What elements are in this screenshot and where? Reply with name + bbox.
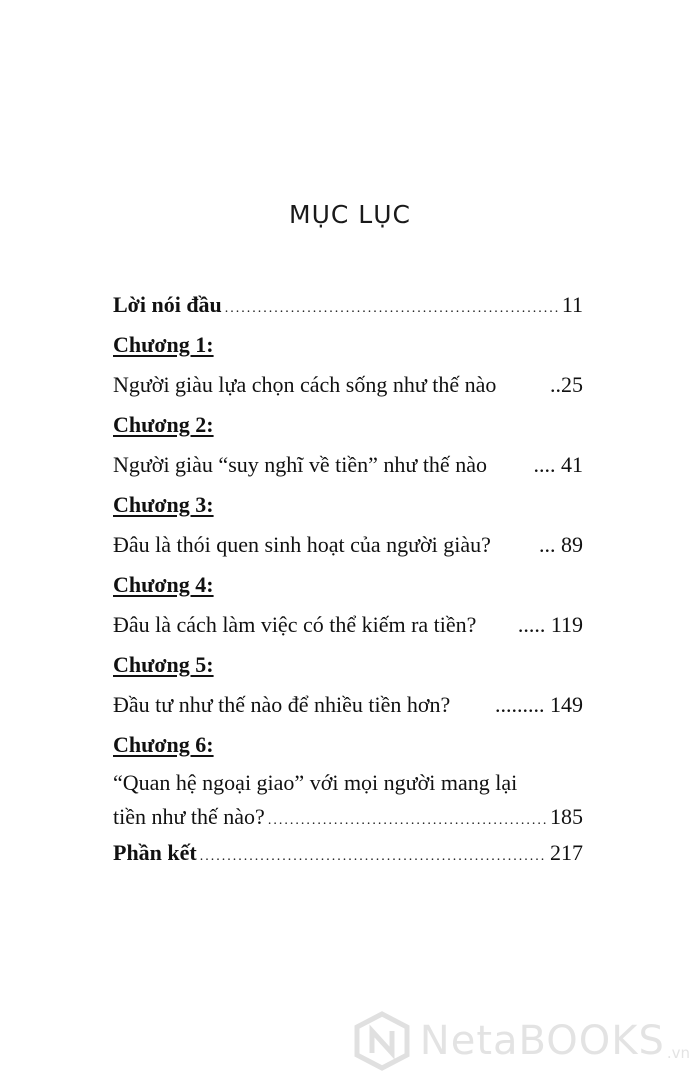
chapter-heading: Chương 1:: [113, 332, 214, 357]
chapter-heading: Chương 2:: [113, 412, 214, 437]
chapter-1-heading: [113, 330, 583, 360]
toc-page-number: .... 41: [533, 452, 583, 477]
dot-leader: [200, 842, 547, 872]
chapter-4-heading: [113, 570, 583, 600]
dot-leader: [268, 806, 547, 836]
chapter-5-heading: [113, 650, 583, 680]
toc-entry-chapter-6-line1[interactable]: [113, 768, 583, 798]
chapter-heading: Chương 6:: [113, 732, 214, 757]
toc-entry-text: “Quan hệ ngoại giao” với mọi người mang lại: [113, 770, 518, 795]
toc-entry-chapter-4[interactable]: [113, 610, 583, 640]
chapter-2-heading: [113, 410, 583, 440]
toc-entry-chapter-3[interactable]: [113, 530, 583, 560]
chapter-heading: Chương 4:: [113, 572, 214, 597]
toc-entry-text: Đâu là thói quen sinh hoạt của người giàu?: [113, 532, 491, 557]
watermark-suffix: .vn: [666, 1044, 690, 1062]
dot-leader: [225, 294, 559, 324]
netabooks-logo-icon: [352, 1011, 412, 1071]
chapter-6-heading: [113, 730, 583, 760]
toc-entry-text: tiền như thế nào?: [113, 804, 265, 829]
toc-page-number: 185: [550, 804, 583, 829]
toc-page-number: ..... 119: [517, 612, 583, 637]
chapter-3-heading: [113, 490, 583, 520]
toc-entry-outro[interactable]: [113, 838, 583, 868]
toc-entry-label: Phần kết: [113, 840, 197, 865]
toc-entry-text: Đầu tư như thế nào để nhiều tiền hơn?: [113, 692, 451, 717]
chapter-heading: Chương 3:: [113, 492, 214, 517]
toc-page-number: 217: [550, 840, 583, 865]
toc-entry-chapter-5[interactable]: [113, 690, 583, 720]
toc-page-number: 11: [561, 292, 583, 317]
toc-entry-chapter-1[interactable]: [113, 370, 583, 400]
toc-page-number: ... 89: [539, 532, 583, 557]
page-title: MỤC LỤC: [289, 200, 411, 229]
toc-entry-chapter-2[interactable]: [113, 450, 583, 480]
toc-page-number: ......... 149: [495, 692, 583, 717]
toc-entry-text: Đâu là cách làm việc có thể kiếm ra tiền?: [113, 612, 477, 637]
toc-entry-label: Lời nói đầu: [113, 292, 222, 317]
toc-entry-text: Người giàu lựa chọn cách sống như thế nào: [113, 372, 497, 397]
toc-page-number: ..25: [550, 372, 583, 397]
watermark-brand: NetaBOOKS: [419, 1018, 665, 1064]
watermark: [352, 1006, 690, 1076]
toc-entry-chapter-6[interactable]: [113, 802, 583, 832]
chapter-heading: Chương 5:: [113, 652, 214, 677]
toc-entry-text: Người giàu “suy nghĩ về tiền” như thế nào: [113, 452, 487, 477]
toc-entry-intro[interactable]: [113, 290, 583, 320]
